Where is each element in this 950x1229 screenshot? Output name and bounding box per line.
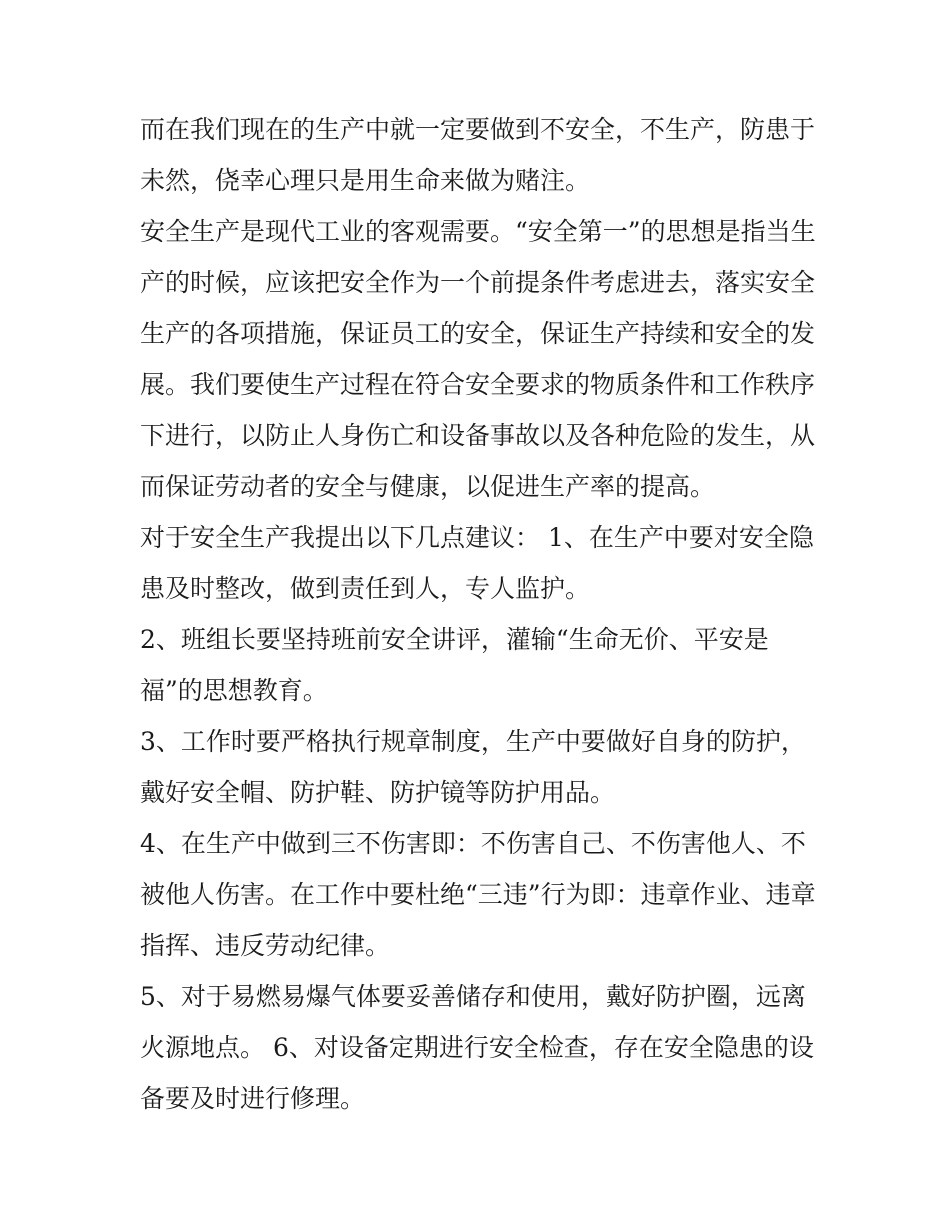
document-body [140,104,820,1124]
text-line: 备要及时进行修理。 [140,1084,366,1113]
text-line: 未然，侥幸心理只是用生命来做为赌注。 [140,166,591,195]
text-line: 产的时候，应该把安全作为一个前提条件考虑进去，落实安全 [140,268,816,297]
text-line: 安全生产是现代工业的客观需要。“安全第一”的思想是指当生 [140,217,816,246]
text-line: 福”的思想教育。 [140,676,328,705]
text-line: 4、在生产中做到三不伤害即：不伤害自己、不伤害他人、不 [140,829,806,858]
text-line: 展。我们要使生产过程在符合安全要求的物质条件和工作秩序 [140,370,816,399]
text-line: 5、对于易燃易爆气体要妥善储存和使用，戴好防护圈，远离 [140,982,806,1011]
text-line: 3、工作时要严格执行规章制度，生产中要做好自身的防护， [140,727,806,756]
text-line: 患及时整改，做到责任到人，专人监护。 [140,574,591,603]
text-line: 生产的各项措施，保证员工的安全，保证生产持续和安全的发 [140,319,816,348]
text-line: 火源地点。 6、对设备定期进行安全检查，存在安全隐患的设 [140,1033,814,1062]
text-line: 指挥、违反劳动纪律。 [140,931,391,960]
text-line: 而在我们现在的生产中就一定要做到不安全，不生产，防患于 [140,115,816,144]
text-line: 被他人伤害。在工作中要杜绝“三违”行为即：违章作业、违章 [140,880,816,909]
text-line: 戴好安全帽、防护鞋、防护镜等防护用品。 [140,778,616,807]
text-line: 2、班组长要坚持班前安全讲评，灌输“生命无价、平安是 [140,625,769,654]
text-line: 而保证劳动者的安全与健康，以促进生产率的提高。 [140,472,716,501]
text-line: 对于安全生产我提出以下几点建议： 1、在生产中要对安全隐 [140,523,814,552]
text-line: 下进行，以防止人身伤亡和设备事故以及各种危险的发生，从 [140,421,816,450]
